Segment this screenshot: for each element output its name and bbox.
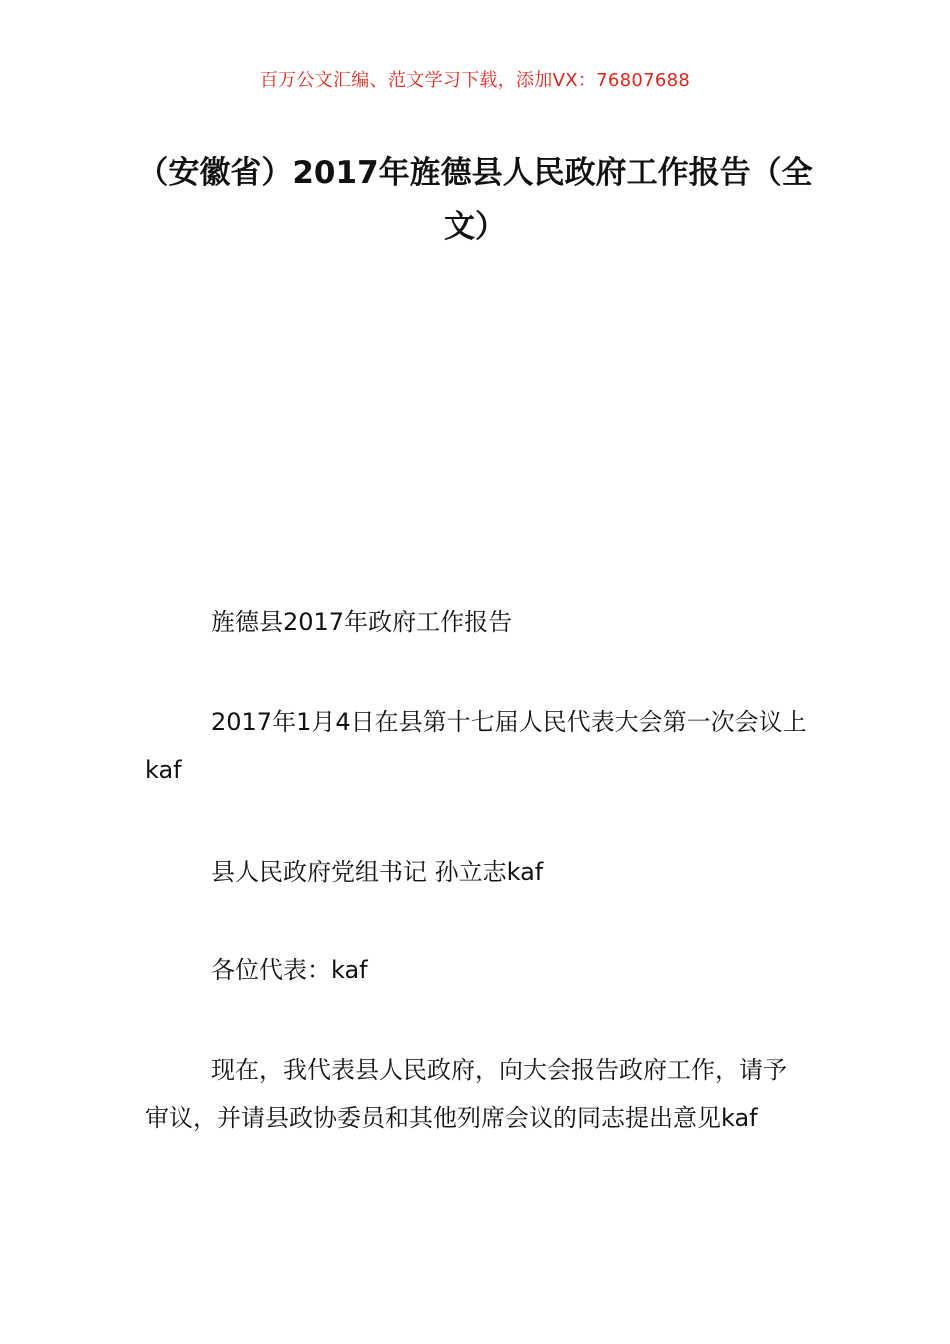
paragraph-opening <box>145 1046 807 1142</box>
paragraph-speaker <box>145 848 807 896</box>
paragraph-report-name <box>145 598 807 646</box>
paragraph-salutation <box>145 946 807 994</box>
document-title: （安徽省）2017年旌德县人民政府工作报告（全文） <box>137 155 813 245</box>
paragraph-text: 现在，我代表县人民政府，向大会报告政府工作，请予审议，并请县政协委员和其他列席会议的同志提出意见kaf <box>145 1056 787 1132</box>
paragraph-text: 各位代表：kaf <box>211 956 368 984</box>
paragraph-meeting-date <box>145 698 807 794</box>
paragraph-text: 县人民政府党组书记 孙立志kaf <box>211 858 544 886</box>
paragraph-text: 2017年1月4日在县第十七届人民代表大会第一次会议上kaf <box>145 708 807 784</box>
paragraph-text: 旌德县2017年政府工作报告 <box>211 608 513 636</box>
header-watermark-note: 百万公文汇编、范文学习下载，添加VX：76807688 <box>259 70 691 91</box>
